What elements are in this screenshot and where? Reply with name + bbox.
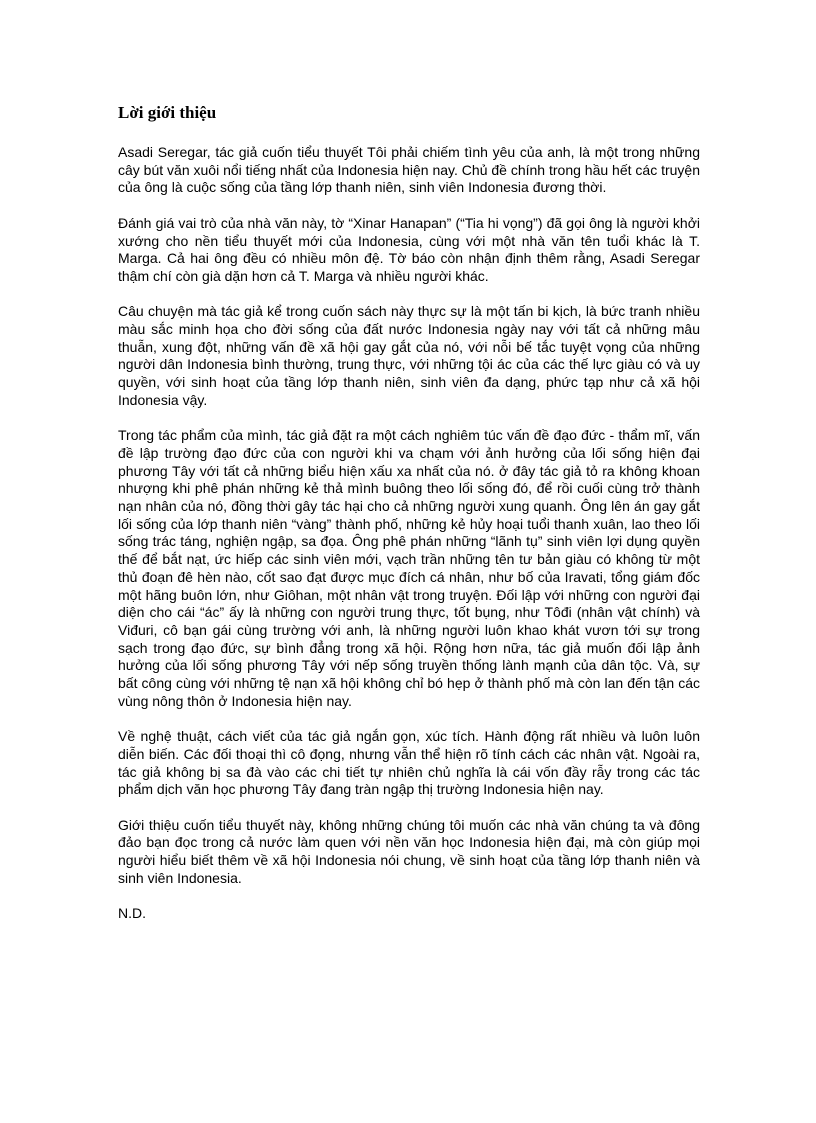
paragraph-1: Asadi Seregar, tác giả cuốn tiểu thuyết Tôi phải chiếm tình yêu của anh, là một trong những cây bút văn xuôi nổi tiếng nhất của Indonesia hiện nay. Chủ đề chính trong hầu hết các truyện của ông là cuộc sống của tầng lớp thanh niên, sinh viên Indonesia đương thời.	[118, 144, 700, 196]
paragraph-5: Về nghệ thuật, cách viết của tác giả ngắn gọn, xúc tích. Hành động rất nhiều và luôn luôn diễn biến. Các đối thoại thì cô đọng, nhưng vẫn thể hiện rõ tính cách các nhân vật. Ngoài ra, tác giả không bị sa đà vào các chi tiết tự nhiên chủ nghĩa là cái vốn đầy rẫy trong các tác phẩm dịch văn học phương Tây đang tràn ngập thị trường Indonesia hiện nay.	[118, 728, 700, 798]
paragraph-4: Trong tác phẩm của mình, tác giả đặt ra một cách nghiêm túc vấn đề đạo đức - thẩm mĩ, vấn đề lập trường đạo đức của con người khi va chạm với ảnh hưởng của lối sống hiện đại phương Tây với tất cả những biểu hiện xấu xa nhất của nó. ở đây tác giả tỏ ra không khoan nhượng khi phê phán những kẻ thả mình buông theo lối sống đó, để rồi cuối cùng trở thành nạn nhân của nó, đồng thời gây tác hại cho cả những người xung quanh. Ông lên án gay gắt lối sống của lớp thanh niên “vàng” thành phố, những kẻ hủy hoại tuổi thanh xuân, lao theo lối sống trác táng, nghiện ngập, sa đọa. Ông phê phán những “lãnh tụ” sinh viên lợi dụng quyền thế để bắt nạt, ức hiếp các sinh viên mới, vạch trần những tên tư bản giàu có không từ một thủ đoạn đê hèn nào, cốt sao đạt được mục đích cá nhân, như bố của Iravati, tổng giám đốc một hãng buôn lớn, như Giôhan, một nhân vật trong truyện. Đối lập với những con người đại diện cho cái “ác” ấy là những con người trung thực, tốt bụng, như Tôđi (nhân vật chính) và Viđuri, cô bạn gái cùng trường với anh, là những người luôn khao khát vươn tới sự trong sạch trong đạo đức, sự bình đẳng trong xã hội. Rộng hơn nữa, tác giả muốn đối lập ảnh hưởng của lối sống phương Tây với nếp sống truyền thống lành mạnh của dân tộc. Và, sự bất công cùng với những tệ nạn xã hội không chỉ bó hẹp ở thành phố mà còn lan đến tận các vùng nông thôn ở Indonesia hiện nay.	[118, 427, 700, 709]
document-body	[118, 144, 700, 941]
signature: N.D.	[118, 905, 146, 922]
page-title: Lời giới thiệu	[118, 103, 217, 122]
paragraph-2: Đánh giá vai trò của nhà văn này, tờ “Xinar Hanapan” (“Tia hi vọng”) đã gọi ông là người khởi xướng cho nền tiểu thuyết mới của Indonesia, cùng với một nhà văn tên tuổi khác là T. Marga. Cả hai ông đều có nhiều môn đệ. Tờ báo còn nhận định thêm rằng, Asadi Seregar thậm chí còn già dặn hơn cả T. Marga và nhiều người khác.	[118, 214, 700, 284]
paragraph-6: Giới thiệu cuốn tiểu thuyết này, không những chúng tôi muốn các nhà văn chúng ta và đông đảo bạn đọc trong cả nước làm quen với nền văn học Indonesia hiện đại, mà còn giúp mọi người hiểu biết thêm về xã hội Indonesia nói chung, về sinh hoạt của tầng lớp thanh niên và sinh viên Indonesia.	[118, 816, 700, 886]
paragraph-3: Câu chuyện mà tác giả kể trong cuốn sách này thực sự là một tấn bi kịch, là bức tranh nhiều màu sắc minh họa cho đời sống của đất nước Indonesia ngày nay với tất cả những mâu thuẫn, xung đột, những vấn đề xã hội gay gắt của nó, với nỗi bế tắc tuyệt vọng của những người dân Indonesia bình thường, trung thực, với những tội ác của các thế lực giàu có và uy quyền, với sinh hoạt của tầng lớp thanh niên, sinh viên đa dạng, phức tạp như cả xã hội Indonesia vậy.	[118, 303, 700, 408]
